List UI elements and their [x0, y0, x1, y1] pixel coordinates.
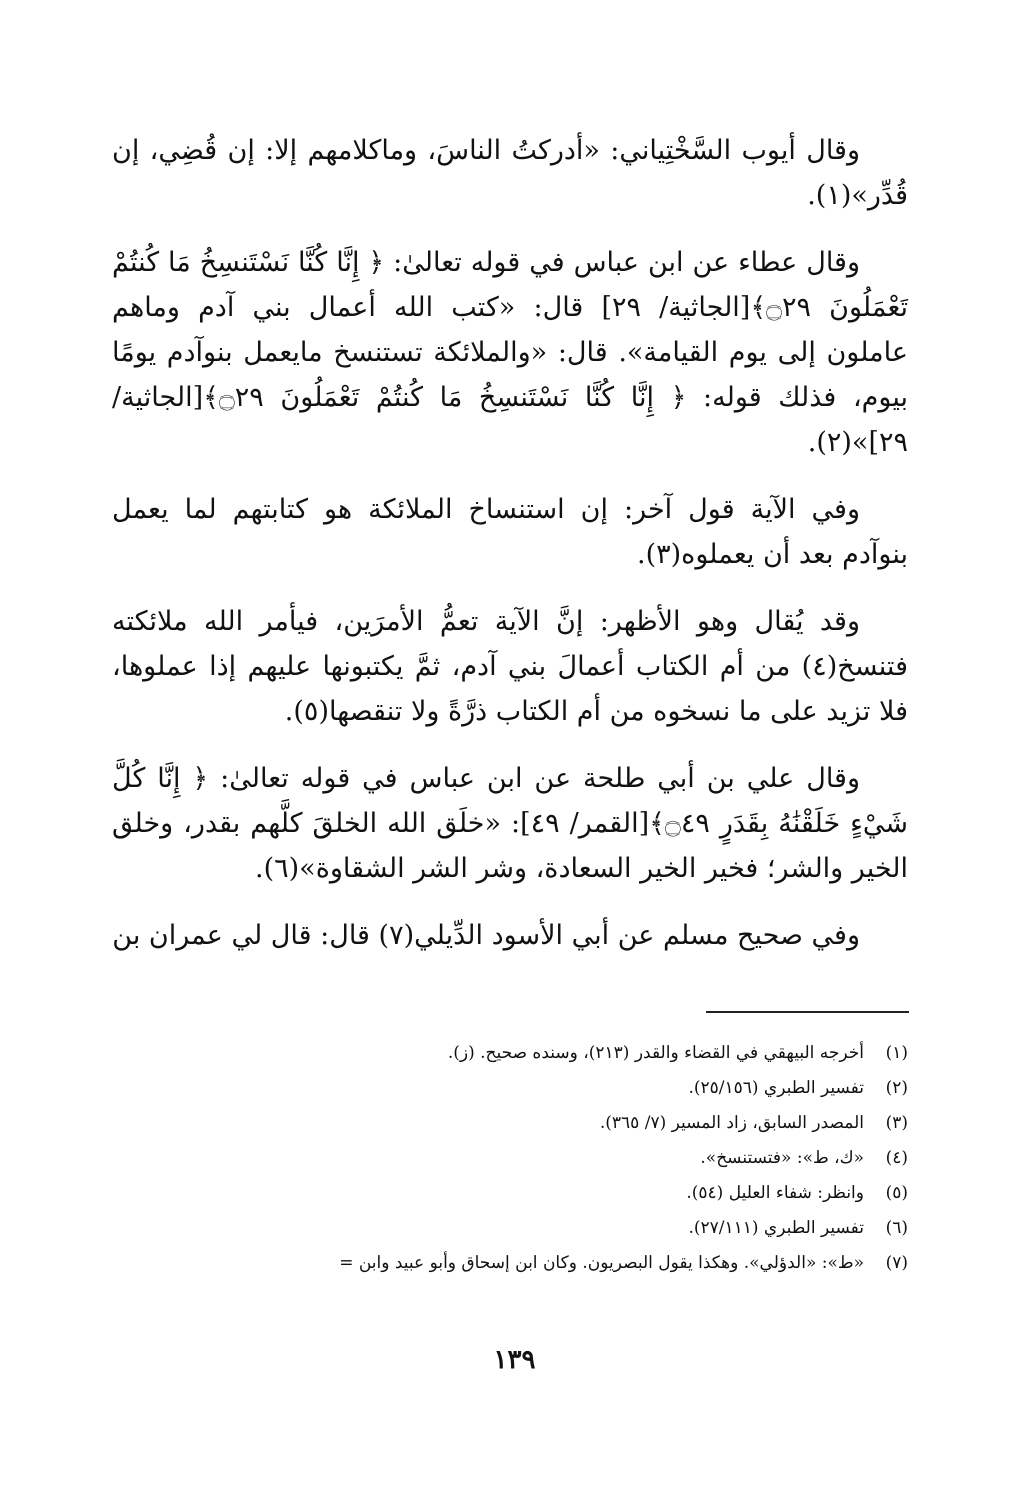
paragraph-ata: وقال عطاء عن ابن عباس في قوله تعالىٰ: ﴿ إِنَّا كُنَّا نَسْتَنسِخُ مَا كُنتُمْ تَعْمَلُونَ ۝٢٩﴾[الجاثية/ ٢٩] قال: «كتب الله أعمال بني آدم وماهم عاملون إلى يوم القيامة». قال: «والملائكة تستنسخ مايعمل بنوآدم يومًا بيوم، فذلك قوله: ﴿ إِنَّا كُنَّا نَسْتَنسِخُ مَا كُنتُمْ تَعْمَلُونَ ۝٢٩﴾[الجاثية/ ٢٩]»(٢).	[112, 247, 908, 458]
paragraph-sahih-muslim: وفي صحيح مسلم عن أبي الأسود الدِّيلي(٧) قال: قال لي عمران بن	[112, 920, 860, 951]
footnote-text: المصدر السابق، زاد المسير (٧/ ٣٦٥).	[599, 1113, 864, 1133]
footnote-text: تفسير الطبري (٢٧/١١١).	[688, 1218, 864, 1238]
footnote-text: وانظر: شفاء العليل (٥٤).	[686, 1183, 864, 1203]
paragraph-ali-ibn-abi-talha: وقال علي بن أبي طلحة عن ابن عباس في قوله تعالىٰ: ﴿ إِنَّا كُلَّ شَيْءٍ خَلَقْنَٰهُ بِقَدَرٍ ۝٤٩﴾[القمر/ ٤٩]: «خلَق الله الخلقَ كلَّهم بقدر، وخلق الخير والشر؛ فخير الخير السعادة، وشر الشر الشقاوة»(٦).	[112, 763, 908, 884]
page-number: ١٣٩	[493, 1345, 536, 1375]
footnote-item	[112, 1071, 908, 1106]
footnote-item	[112, 1106, 908, 1141]
footnote-number: (٧)	[885, 1253, 908, 1273]
main-text	[112, 128, 908, 980]
footnote-item	[112, 1176, 908, 1211]
footnote-item	[112, 1036, 908, 1071]
footnote-item	[112, 1141, 908, 1176]
footnote-number: (٦)	[885, 1218, 908, 1238]
footnote-text: «ك، ط»: «فتستنسخ».	[700, 1148, 864, 1168]
paragraph-most-apparent: وقد يُقال وهو الأظهر: إنَّ الآية تعمُّ الأمرَين، فيأمر الله ملائكته فتنسخ(٤) من أم الكتاب أعمالَ بني آدم، ثمَّ يكتبونها عليهم إذا عملوها، فلا تزيد على ما نسخوه من أم الكتاب ذرَّةً ولا تنقصها(٥).	[112, 606, 908, 727]
footnote-number: (٥)	[885, 1183, 908, 1203]
footnote-divider	[706, 1011, 909, 1013]
footnote-item	[112, 1211, 908, 1246]
footnote-text: تفسير الطبري (٢٥/١٥٦).	[688, 1078, 864, 1098]
footnote-number: (٤)	[885, 1148, 908, 1168]
footnote-number: (٣)	[885, 1113, 908, 1133]
footnote-text: «ط»: «الدؤلي». وهكذا يقول البصريون. وكان ابن إسحاق وأبو عبيد وابن =	[339, 1253, 864, 1273]
footnotes-list	[112, 1036, 908, 1281]
footnote-number: (١)	[885, 1043, 908, 1063]
paragraph-ayyub: وقال أيوب السَّخْتِياني: «أدركتُ الناسَ، وماكلامهم إلا: إن قُضِي، إن قُدِّر»(١).	[112, 135, 908, 211]
paragraph-another-view: وفي الآية قول آخر: إن استنساخ الملائكة هو كتابتهم لما يعمل بنوآدم بعد أن يعملوه(٣).	[112, 494, 908, 570]
footnote-number: (٢)	[885, 1078, 908, 1098]
footnote-text: أخرجه البيهقي في القضاء والقدر (٢١٣)، وسنده صحيح. (ز).	[447, 1043, 864, 1063]
footnote-item	[112, 1246, 908, 1281]
